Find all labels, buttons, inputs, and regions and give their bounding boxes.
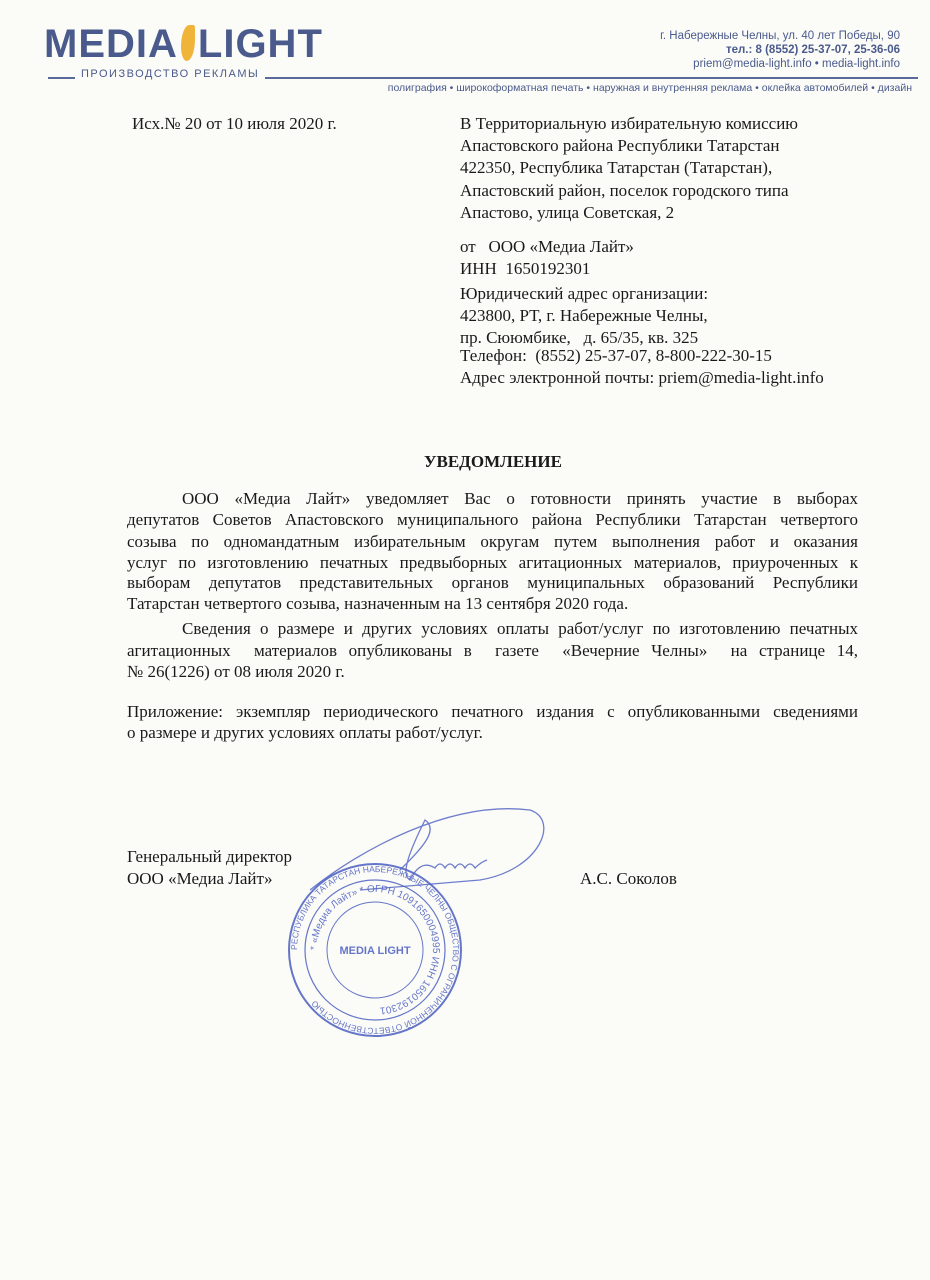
flame-icon <box>181 25 195 61</box>
recipient-line: Апастовский район, поселок городского типа <box>460 181 789 200</box>
paragraph-line: депутатов Советов Апастовского муниципального района Республики Татарстан четвертого <box>127 510 858 529</box>
sender-line: Адрес электронной почты: priem@media-light.info <box>460 368 824 387</box>
svg-text:MEDIA LIGHT: MEDIA LIGHT <box>339 945 411 957</box>
signer-name: А.С. Соколов <box>580 869 677 888</box>
svg-text:* «Медиа Лайт» * ОГРН 10916500: * «Медиа Лайт» * ОГРН 1091650004995 ИНН 1650192301 <box>308 883 442 1016</box>
sender-line: Телефон: (8552) 25-37-07, 8-800-222-30-15 <box>460 346 772 365</box>
sender-line: ИНН 1650192301 <box>460 259 591 278</box>
sender-line: от ООО «Медиа Лайт» <box>460 237 634 256</box>
paragraph-line: агитационных материалов опубликованы в газете «Вечерние Челны» на странице 14, <box>127 641 858 660</box>
paragraph-line: Сведения о размере и других условиях оплаты работ/услуг по изготовлению печатных <box>182 619 858 638</box>
recipient-line: В Территориальную избирательную комиссию <box>460 114 798 133</box>
sender-line: пр. Сююмбике, д. 65/35, кв. 325 <box>460 328 699 347</box>
recipient-line: Апастово, улица Советская, 2 <box>460 203 675 222</box>
logo-text-right: LIGHT <box>197 22 323 66</box>
sender-line: 423800, РТ, г. Набережные Челны, <box>460 306 708 325</box>
paragraph-line: выборам депутатов представительных органов муниципальных образований Республики <box>127 573 858 592</box>
tagline: ПРОИЗВОДСТВО РЕКЛАМЫ <box>75 68 265 80</box>
header-address: г. Набережные Челны, ул. 40 лет Победы, 90 <box>660 30 900 42</box>
signer-company: ООО «Медиа Лайт» <box>127 869 273 888</box>
paragraph-line: услуг по изготовлению печатных предвыборных агитационных материалов, приуроченных к <box>127 553 858 572</box>
header-phone: тел.: 8 (8552) 25-37-07, 25-36-06 <box>725 44 900 56</box>
company-logo <box>44 22 323 67</box>
logo-text-left: MEDIA <box>44 22 178 66</box>
paragraph-line: созыва по одномандатным избирательным округам путем выполнения работ и оказания <box>127 532 858 551</box>
recipient-line: 422350, Республика Татарстан (Татарстан), <box>460 158 773 177</box>
document-title: УВЕДОМЛЕНИЕ <box>424 452 562 471</box>
recipient-line: Апастовского района Республики Татарстан <box>460 136 780 155</box>
outgoing-ref: Исх.№ 20 от 10 июля 2020 г. <box>132 114 337 133</box>
signature-scribble <box>300 790 560 910</box>
paragraph-line: ООО «Медиа Лайт» уведомляет Вас о готовности принять участие в выборах <box>182 489 858 508</box>
paragraph-line: Татарстан четвертого созыва, назначенным на 13 сентября 2020 года. <box>127 594 629 613</box>
attachment-line: Приложение: экземпляр периодического печатного издания с опубликованными сведениями <box>127 702 858 721</box>
header-web: priem@media-light.info • media-light.info <box>693 58 900 70</box>
sender-line: Юридический адрес организации: <box>460 284 709 303</box>
paragraph-line: № 26(1226) от 08 июля 2020 г. <box>127 662 345 681</box>
header-services: полиграфия • широкоформатная печать • наружная и внутренняя реклама • оклейка автомобилей • дизайн <box>387 82 912 94</box>
attachment-line: о размере и других условиях оплаты работ/услуг. <box>127 723 483 742</box>
signer-position: Генеральный директор <box>127 847 293 866</box>
svg-text:РЕСПУБЛИКА ТАТАРСТАН НАБЕРЕЖНЫ: РЕСПУБЛИКА ТАТАРСТАН НАБЕРЕЖНЫЕ ЧЕЛНЫ ОБЩЕСТВО С ОГРАНИЧЕННОЙ ОТВЕТСТВЕННОСТЬЮ <box>288 863 462 1037</box>
